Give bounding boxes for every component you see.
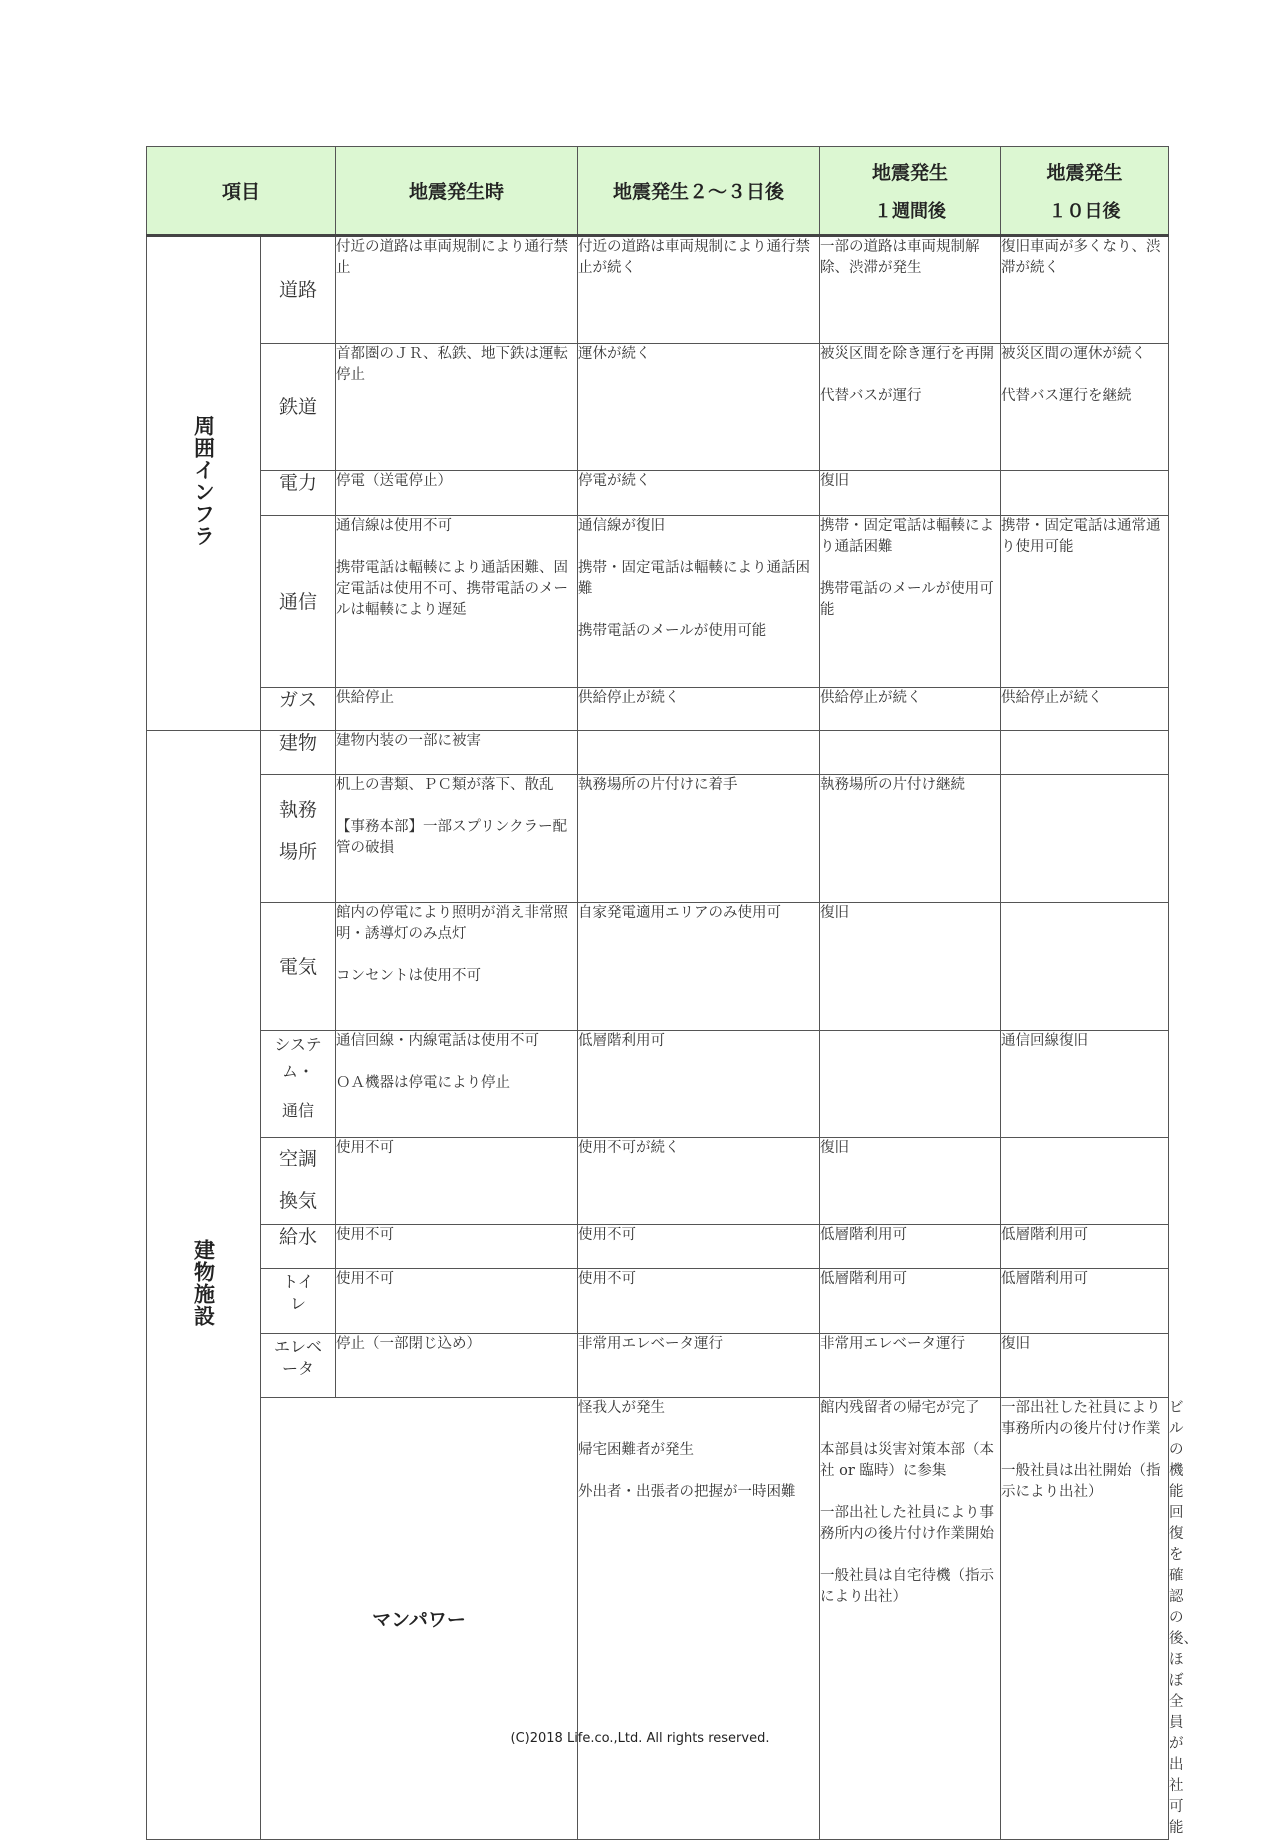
cell-paragraph: 停止（一部閉じ込め）: [336, 1336, 482, 1352]
header-col-10days: 地震発生 １０日後: [1001, 147, 1169, 236]
cell-paragraph: 外出者・出張者の把握が一時困難: [578, 1484, 796, 1500]
row-comm: [147, 516, 1169, 688]
cell-paragraph: 【事務本部】一部スプリンクラー配管の破損: [336, 819, 568, 856]
row-label: 執務 場所: [261, 775, 336, 903]
row-label: 空調 換気: [261, 1138, 336, 1225]
header-col-onset: 地震発生時: [336, 147, 578, 236]
cell-paragraph: 被災区間の運休が続く: [1001, 346, 1147, 362]
cell: [336, 471, 578, 516]
row-road: [147, 236, 1169, 344]
cell: [820, 516, 1001, 688]
cell: [336, 1138, 578, 1225]
cell: [336, 1225, 578, 1269]
cell-paragraph: 復旧: [820, 905, 850, 921]
cell: [820, 1398, 1001, 1840]
cell: [1001, 1031, 1169, 1138]
cell: [1001, 344, 1169, 471]
cell-paragraph: 携帯・固定電話は通常通り使用可能: [1001, 518, 1161, 555]
cell-paragraph: 一部出社した社員により事務所内の後片付け作業開始: [820, 1505, 995, 1542]
row-electric: [147, 903, 1169, 1031]
cell: [820, 903, 1001, 1031]
cell: [1001, 903, 1169, 1031]
cell: [578, 1138, 820, 1225]
cell-paragraph: 付近の道路は車両規制により通行禁止: [336, 239, 569, 276]
cell-paragraph: 運休が続く: [578, 346, 651, 362]
cell-paragraph: 携帯・固定電話は輻輳により通話困難: [578, 560, 811, 597]
cell-paragraph: 非常用エレベータ運行: [578, 1336, 724, 1352]
header-col-1week: 地震発生 １週間後: [820, 147, 1001, 236]
cell: [578, 1269, 820, 1334]
row-power: [147, 471, 1169, 516]
cell-paragraph: 怪我人が発生: [578, 1400, 666, 1416]
cell: [820, 1269, 1001, 1334]
cell-paragraph: 一部の道路は車両規制解除、渋滞が発生: [820, 239, 980, 276]
cell: [820, 688, 1001, 731]
cell-paragraph: 一部出社した社員により事務所内の後片付け作業: [1001, 1400, 1161, 1437]
cell-paragraph: 館内残留者の帰宅が完了: [820, 1400, 980, 1416]
cell-paragraph: 一般社員は自宅待機（指示により出社）: [820, 1568, 995, 1605]
cell: [1001, 471, 1169, 516]
cell: [820, 1225, 1001, 1269]
cell-paragraph: 使用不可: [336, 1140, 395, 1156]
cell-paragraph: ＯＡ機器は停電により停止: [336, 1075, 511, 1091]
cell-paragraph: 通信回線・内線電話は使用不可: [336, 1033, 540, 1049]
row-system: [147, 1031, 1169, 1138]
cell: [336, 344, 578, 471]
cell-paragraph: 被災区間を除き運行を再開: [820, 346, 995, 362]
cell: [578, 775, 820, 903]
cell: [578, 516, 820, 688]
cell-paragraph: 付近の道路は車両規制により通行禁止が続く: [578, 239, 811, 276]
cell-paragraph: 供給停止: [336, 690, 395, 706]
cell: [336, 236, 578, 344]
row-gas: [147, 688, 1169, 731]
cell-paragraph: 机上の書類、ＰＣ類が落下、散乱: [336, 777, 554, 793]
cell: [336, 1031, 578, 1138]
cell: [336, 516, 578, 688]
row-hvac: [147, 1138, 1169, 1225]
header-row: [147, 147, 1169, 236]
cell: [1001, 516, 1169, 688]
cell: [578, 471, 820, 516]
cell-paragraph: 執務場所の片付け継続: [820, 777, 966, 793]
cell-paragraph: 自家発電適用エリアのみ使用可: [578, 905, 782, 921]
cell: [336, 731, 578, 775]
cell: [578, 1398, 820, 1840]
cell-paragraph: 供給停止が続く: [820, 690, 922, 706]
cell-paragraph: 復旧: [1001, 1336, 1031, 1352]
cell-paragraph: 携帯電話は輻輳により通話困難、固定電話は使用不可、携帯電話のメールは輻輳により遅延: [336, 560, 569, 618]
cell: [820, 236, 1001, 344]
cell: [820, 471, 1001, 516]
cell-paragraph: 携帯・固定電話は輻輳により通話困難: [820, 518, 995, 555]
cell-paragraph: 一般社員は出社開始（指示により出社）: [1001, 1463, 1161, 1500]
header-col-2-3days: 地震発生２～３日後: [578, 147, 820, 236]
cell-paragraph: 低層階利用可: [820, 1271, 908, 1287]
cell-paragraph: 建物内装の一部に被害: [336, 733, 482, 749]
cell: [336, 688, 578, 731]
cell-paragraph: 使用不可: [578, 1271, 637, 1287]
cell-paragraph: 通信回線復旧: [1001, 1033, 1089, 1049]
cell-paragraph: コンセントは使用不可: [336, 968, 482, 984]
cell: [578, 236, 820, 344]
cell: [336, 775, 578, 903]
cell-paragraph: 使用不可: [336, 1227, 395, 1243]
row-elevator: [147, 1334, 1169, 1398]
cell-paragraph: 低層階利用可: [578, 1033, 666, 1049]
cell-paragraph: 停電（送電停止）: [336, 473, 453, 489]
cell: [1001, 1334, 1169, 1398]
row-label: 電気: [261, 903, 336, 1031]
cell-paragraph: 通信線が復旧: [578, 518, 666, 534]
cell-paragraph: 代替バスが運行: [820, 388, 922, 404]
cell: [820, 344, 1001, 471]
cell: [820, 1334, 1001, 1398]
cell: [578, 1225, 820, 1269]
cell-paragraph: 供給停止が続く: [1001, 690, 1103, 706]
cell: [1001, 1225, 1169, 1269]
row-rail: [147, 344, 1169, 471]
row-label: 通信: [261, 516, 336, 688]
cell: [820, 731, 1001, 775]
row-label: システ ム・ 通信: [261, 1031, 336, 1138]
cell: [1001, 731, 1169, 775]
row-label: 建物: [261, 731, 336, 775]
row-label: 鉄道: [261, 344, 336, 471]
row-label: エレベ ータ: [261, 1334, 336, 1398]
category-infra: 周囲インフラ: [147, 236, 261, 731]
category-manpower: マンパワー: [261, 1398, 578, 1840]
cell: [820, 1138, 1001, 1225]
category-building: 建物施設: [147, 731, 261, 1840]
cell-paragraph: 首都圏のＪＲ、私鉄、地下鉄は運転停止: [336, 346, 569, 383]
cell-paragraph: 携帯電話のメールが使用可能: [578, 623, 767, 639]
cell: [578, 688, 820, 731]
row-label: ガス: [261, 688, 336, 731]
cell-paragraph: 非常用エレベータ運行: [820, 1336, 966, 1352]
row-label: 給水: [261, 1225, 336, 1269]
row-toilet: [147, 1269, 1169, 1334]
cell-paragraph: 使用不可: [578, 1227, 637, 1243]
cell: [820, 1031, 1001, 1138]
cell: [1001, 1398, 1169, 1840]
damage-timeline-table: [146, 146, 1199, 1840]
cell: [578, 1031, 820, 1138]
cell: [1001, 1138, 1169, 1225]
cell: [1001, 775, 1169, 903]
cell: [578, 731, 820, 775]
cell-paragraph: 停電が続く: [578, 473, 651, 489]
cell: [336, 903, 578, 1031]
row-manpower: マンパワー 怪我人が発生 帰宅困難者が発生 外出者・出張者の把握が一時困難 館内残留者の帰宅が完了 本部員は災害対策本部（本社 or 臨時）に参集 一部出社した社員により事務所内の後片付け作業開始 一般社員は自宅待機（指示により出社） 一部出社した社員により事務所内の後片付け作業 一般社員は出社開始（指示により出社） ビルの機能回復を確認の後、ほぼ全員が出社可能: [147, 1398, 1169, 1840]
copyright-footer: (C)2018 Life.co.,Ltd. All rights reserved.: [510, 1731, 770, 1746]
row-label: 道路: [261, 236, 336, 344]
cell: [820, 775, 1001, 903]
cell-paragraph: 館内の停電により照明が消え非常照明・誘導灯のみ点灯: [336, 905, 569, 942]
row-label: 電力: [261, 471, 336, 516]
cell-paragraph: 供給停止が続く: [578, 690, 680, 706]
cell-paragraph: 通信線は使用不可: [336, 518, 453, 534]
row-label: トイ レ: [261, 1269, 336, 1334]
row-office: [147, 775, 1169, 903]
cell-paragraph: 低層階利用可: [1001, 1227, 1089, 1243]
cell: [1001, 688, 1169, 731]
cell-paragraph: 本部員は災害対策本部（本社 or 臨時）に参集: [820, 1442, 995, 1479]
cell-paragraph: 帰宅困難者が発生: [578, 1442, 695, 1458]
cell: [578, 903, 820, 1031]
row-structure: [147, 731, 1169, 775]
header-item: 項目: [147, 147, 336, 236]
cell-paragraph: 使用不可: [336, 1271, 395, 1287]
cell-paragraph: 復旧: [820, 473, 850, 489]
cell-paragraph: 低層階利用可: [1001, 1271, 1089, 1287]
cell: [1001, 1269, 1169, 1334]
cell-paragraph: 代替バス運行を継続: [1001, 388, 1132, 404]
row-water: [147, 1225, 1169, 1269]
cell: [336, 1269, 578, 1334]
cell-paragraph: 復旧: [820, 1140, 850, 1156]
cell: [1001, 236, 1169, 344]
cell: [336, 1334, 578, 1398]
cell-paragraph: 低層階利用可: [820, 1227, 908, 1243]
cell-paragraph: 復旧車両が多くなり、渋滞が続く: [1001, 239, 1161, 276]
cell-paragraph: 執務場所の片付けに着手: [578, 777, 738, 793]
cell-paragraph: 使用不可が続く: [578, 1140, 680, 1156]
cell: [578, 1334, 820, 1398]
cell-paragraph: 携帯電話のメールが使用可能: [820, 581, 994, 618]
cell: [578, 344, 820, 471]
